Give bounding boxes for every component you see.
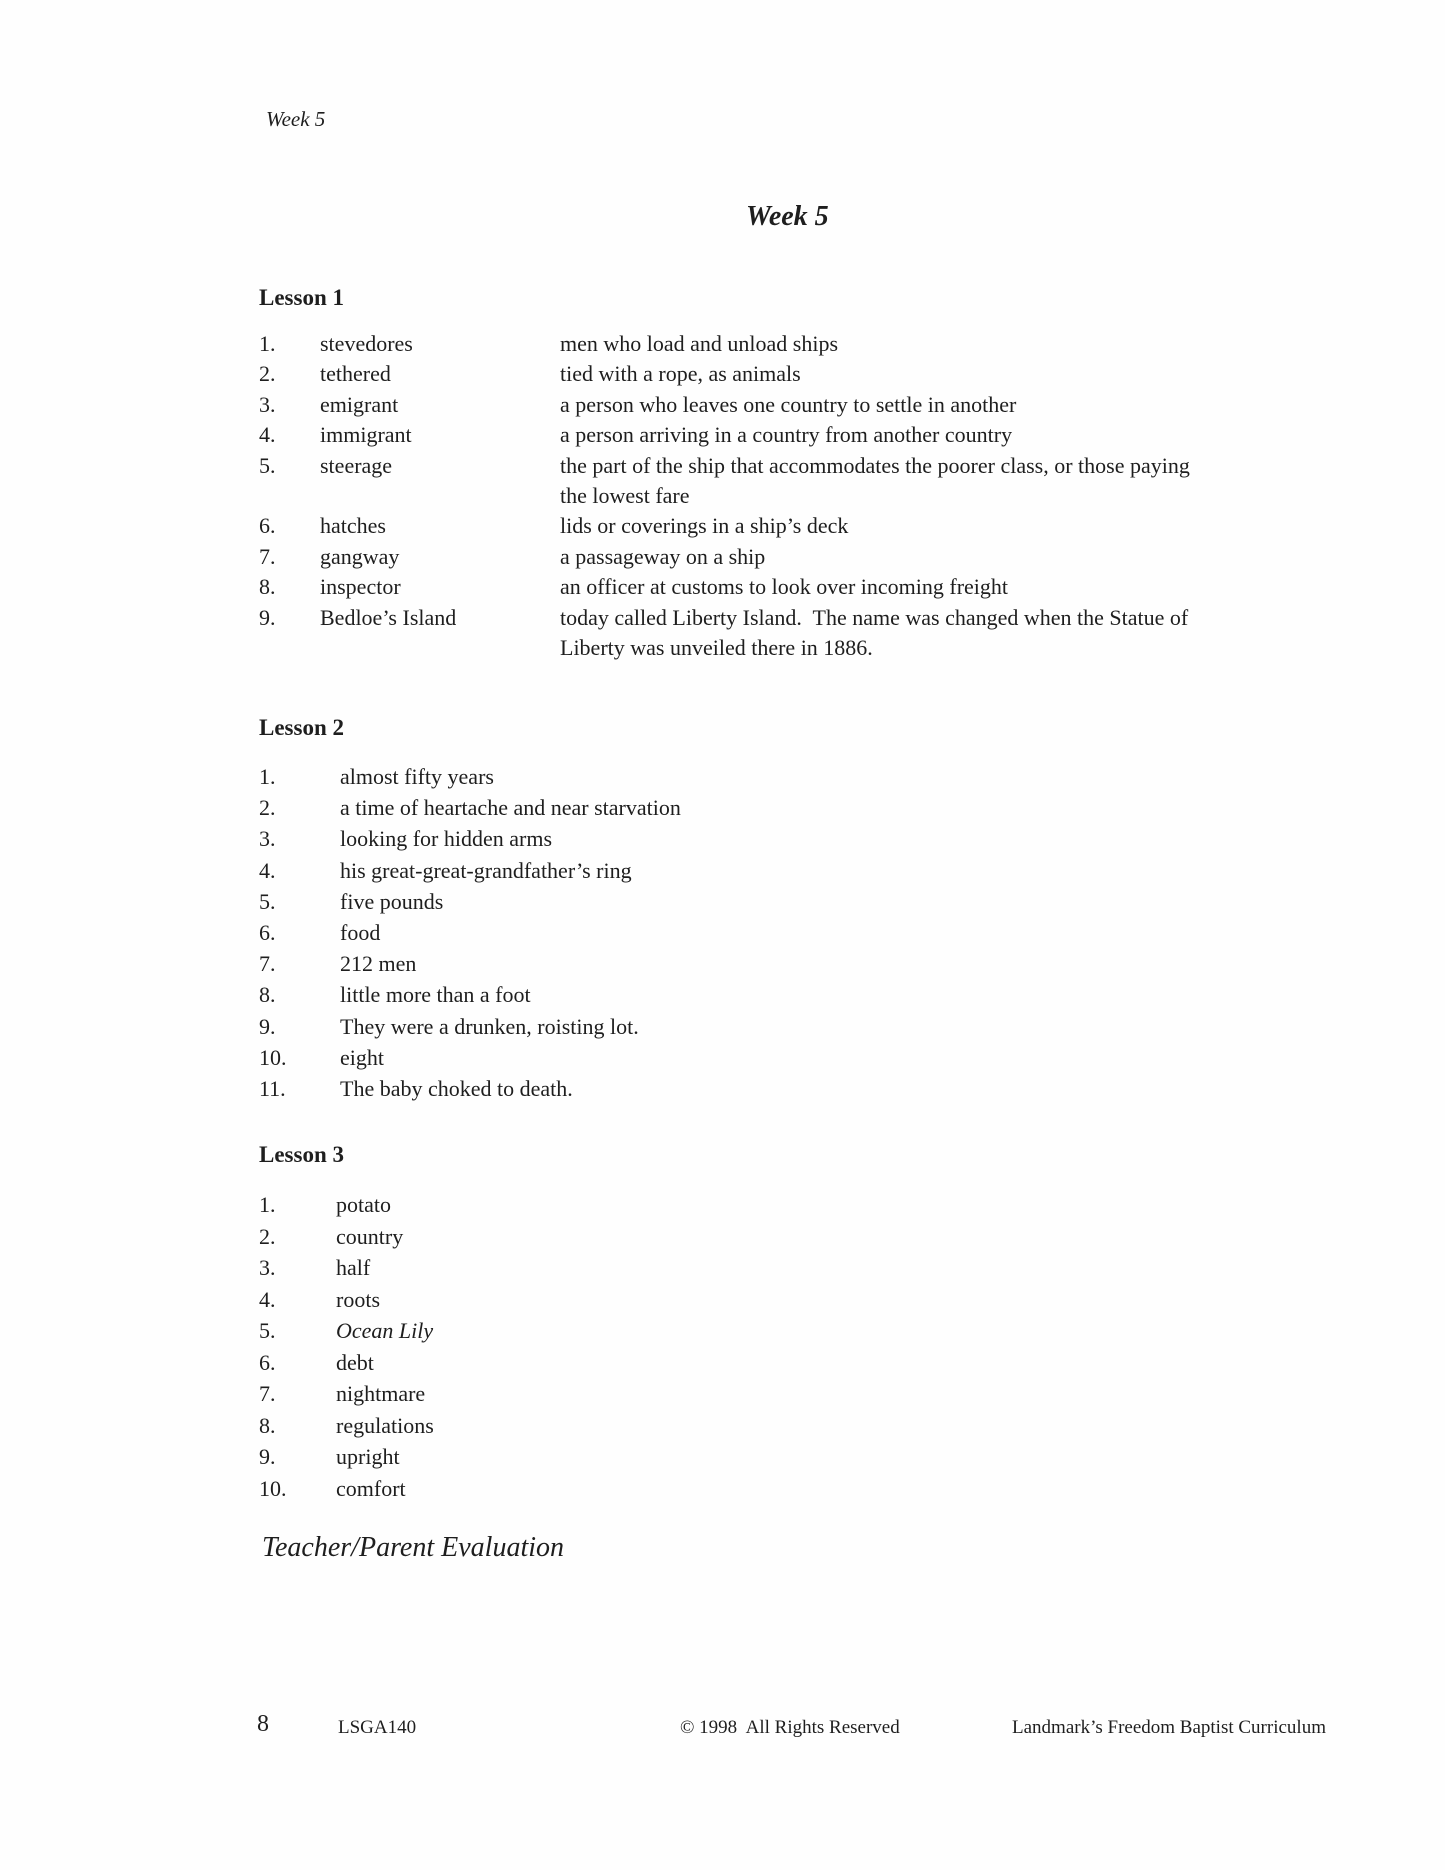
definition-line: tied with a rope, as animals [560,361,801,387]
item-number: 11. [259,1076,286,1102]
vocab-term: emigrant [320,391,399,417]
answer-text: almost fifty years [340,764,494,789]
list-item [259,1378,1404,1410]
lesson-list [259,1189,1404,1504]
list-item [259,761,1404,792]
lesson-3-section [259,1141,1404,1504]
answer-text: looking for hidden arms [340,826,553,852]
item-number: 7. [259,543,276,569]
list-item [259,792,1404,823]
item-number: 6. [259,920,276,946]
vocab-term: tethered [320,361,391,387]
page-header-week-label: Week 5 [266,107,326,131]
teacher-parent-evaluation-label: Teacher/Parent Evaluation [262,1532,564,1563]
answer-text: little more than a foot [340,982,531,1008]
list-item [259,1410,1404,1442]
answer-text: potato [336,1192,391,1217]
item-number: 9. [259,1013,276,1039]
answer-text: eight [340,1044,384,1070]
list-item [259,979,1404,1010]
vocab-definition [560,542,1404,572]
footer-page-number: 8 [257,1711,269,1737]
vocab-term: immigrant [320,422,412,448]
vocab-definition [560,511,1404,541]
answer-text: half [336,1255,371,1280]
definition-line: a passageway on a ship [560,543,766,569]
lesson-2-section [259,714,1404,1104]
answer-text: upright [336,1444,400,1469]
item-number: 2. [259,795,276,821]
item-number: 4. [259,1286,276,1312]
item-number: 5. [259,1318,276,1343]
vocab-definition [560,420,1404,450]
definition-line: a person arriving in a country from another country [560,422,1013,448]
item-number: 6. [259,513,276,539]
item-number: 5. [259,452,276,478]
definition-line: men who load and unload ships [560,331,839,356]
vocab-definition [560,329,1404,359]
definition-line: today called Liberty Island. The name was changed when the Statue of [560,604,1189,630]
item-number: 3. [259,391,276,417]
definition-line: the lowest fare [560,483,690,509]
item-number: 8. [259,1412,276,1438]
list-item [259,1011,1404,1042]
item-number: 9. [259,604,276,630]
answer-text: comfort [336,1475,406,1501]
item-number: 3. [259,826,276,852]
list-item [259,1315,1404,1347]
vocab-definition [560,390,1404,420]
vocab-definition [560,572,1404,602]
list-item [259,390,1404,420]
list-item [259,451,1404,512]
answer-text: The baby choked to death. [340,1076,573,1102]
vocab-term: gangway [320,543,400,569]
list-item [259,855,1404,886]
answer-text: Ocean Lily [336,1318,434,1343]
vocab-term: Bedloe’s Island [320,604,457,630]
list-item [259,1073,1404,1104]
answer-text: nightmare [336,1381,426,1406]
footer-publisher: Landmark’s Freedom Baptist Curriculum [1012,1717,1326,1738]
item-number: 6. [259,1349,276,1375]
list-item [259,511,1404,541]
item-number: 7. [259,1381,276,1406]
item-number: 1. [259,331,276,356]
list-item [259,1441,1404,1473]
list-item [259,329,1404,359]
list-item [259,1189,1404,1221]
list-item [259,1347,1404,1379]
list-item [259,886,1404,917]
vocab-definition [560,451,1404,512]
list-item [259,542,1404,572]
vocab-term: steerage [320,452,393,478]
item-number: 1. [259,764,276,789]
list-item [259,359,1404,389]
lesson-list [259,761,1404,1104]
answer-text: They were a drunken, roisting lot. [340,1013,639,1039]
definition-line: lids or coverings in a ship’s deck [560,513,849,539]
list-item [259,420,1404,450]
lesson-1-section [259,284,1404,663]
item-number: 9. [259,1444,276,1469]
footer-course-code: LSGA140 [338,1717,417,1738]
vocab-definition [560,603,1404,664]
item-number: 5. [259,888,276,914]
item-number: 7. [259,951,276,977]
vocab-term: stevedores [320,331,413,356]
vocab-definition [560,359,1404,389]
item-number: 2. [259,1223,276,1249]
page-title: Week 5 [746,201,829,232]
answer-text: food [340,920,381,946]
list-item [259,1473,1404,1505]
list-item [259,1221,1404,1253]
item-number: 4. [259,857,276,883]
definition-line: the part of the ship that accommodates the poorer class, or those paying [560,452,1190,478]
list-item [259,917,1404,948]
footer-copyright: © 1998 All Rights Reserved [680,1717,900,1738]
answer-text: his great-great-grandfather’s ring [340,857,632,883]
list-item [259,1284,1404,1316]
vocab-term: inspector [320,574,401,600]
lesson-heading: Lesson 2 [259,715,344,740]
definition-line: an officer at customs to look over incoming freight [560,574,1009,600]
answer-text: roots [336,1286,380,1312]
lesson-heading: Lesson 1 [259,285,344,310]
answer-text: country [336,1223,404,1249]
vocab-term: hatches [320,513,386,539]
answer-text: a time of heartache and near starvation [340,795,681,821]
answer-text: 212 men [340,951,417,977]
list-item [259,1252,1404,1284]
item-number: 10. [259,1475,287,1501]
lesson-list [259,329,1404,663]
item-number: 8. [259,982,276,1008]
lesson-heading: Lesson 3 [259,1142,344,1167]
definition-line: a person who leaves one country to settle in another [560,391,1017,417]
answer-text: regulations [336,1412,434,1438]
item-number: 8. [259,574,276,600]
list-item [259,572,1404,602]
list-item [259,823,1404,854]
list-item [259,1042,1404,1073]
list-item [259,948,1404,979]
item-number: 10. [259,1044,287,1070]
item-number: 2. [259,361,276,387]
answer-text: debt [336,1349,374,1375]
list-item [259,603,1404,664]
item-number: 4. [259,422,276,448]
item-number: 3. [259,1255,276,1280]
answer-text: five pounds [340,888,444,914]
item-number: 1. [259,1192,276,1217]
definition-line: Liberty was unveiled there in 1886. [560,635,873,661]
